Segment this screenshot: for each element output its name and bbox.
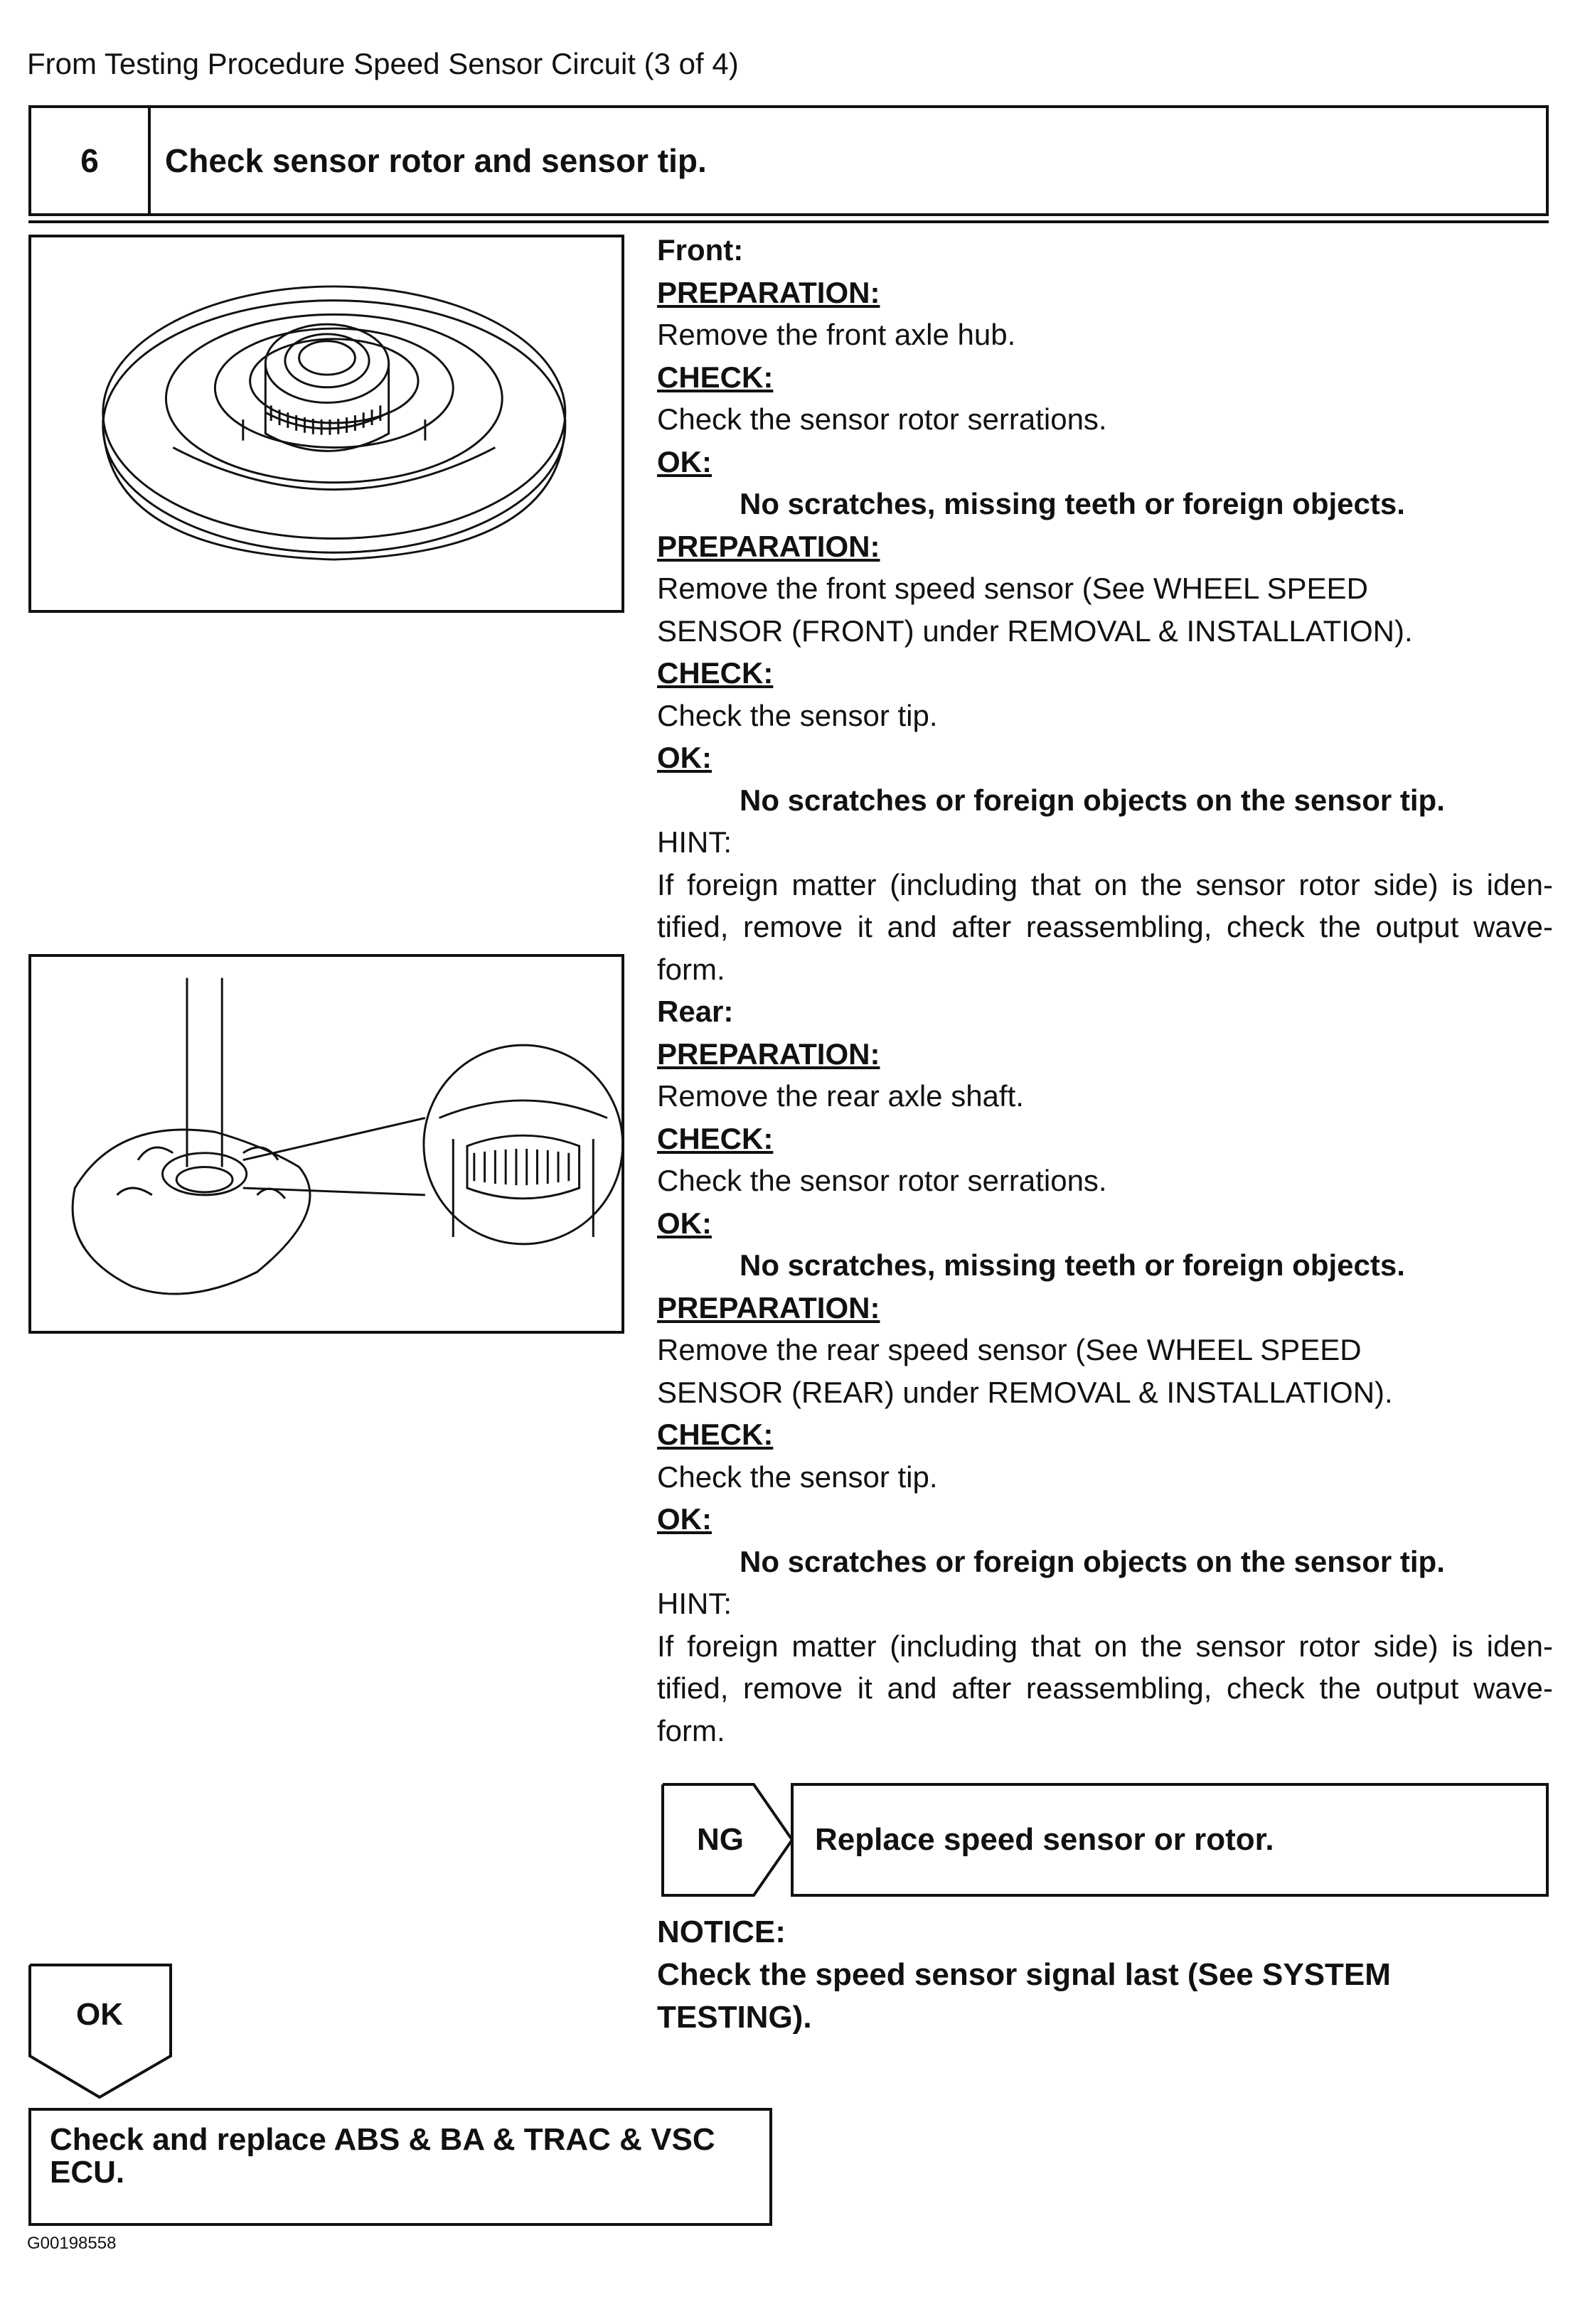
- rear-prep1-text: Remove the rear axle shaft.: [657, 1079, 1024, 1113]
- rear-prep1-label: PREPARATION:: [657, 1037, 880, 1071]
- final-line1: Check and replace ABS & BA & TRAC & VSC: [50, 2122, 715, 2157]
- front-ok1-label: OK:: [657, 444, 712, 478]
- rear-check1-text: Check the sensor rotor serrations.: [657, 1164, 1107, 1197]
- front-check1-text: Check the sensor rotor serrations.: [657, 402, 1107, 436]
- front-check1-label: CHECK:: [657, 360, 774, 394]
- ng-label: NG: [697, 1822, 744, 1857]
- front-heading: Front:: [657, 233, 744, 267]
- rear-hint-line2: tified, remove it and after reassembling, check the output wave-: [657, 1671, 1553, 1705]
- notice-label: NOTICE:: [657, 1915, 786, 1949]
- step-number: 6: [31, 108, 151, 213]
- front-ok2-text: No scratches or foreign objects on the sensor tip.: [740, 783, 1445, 817]
- rear-ok1-label: OK:: [657, 1206, 712, 1240]
- step-header: [28, 105, 1549, 216]
- front-prep2-label: PREPARATION:: [657, 529, 880, 563]
- front-hint-line1: If foreign matter (including that on the sensor rotor side) is iden-: [657, 867, 1553, 901]
- rear-prep2-line1: Remove the rear speed sensor (See WHEEL SPEED: [657, 1333, 1362, 1366]
- front-hint-line3: form.: [657, 952, 725, 986]
- ng-action-box: Replace speed sensor or rotor.: [791, 1783, 1549, 1897]
- rear-hint-line3: form.: [657, 1713, 725, 1747]
- notice-line2: TESTING).: [657, 2000, 812, 2035]
- rear-ok2-text: No scratches or foreign objects on the sensor tip.: [740, 1544, 1445, 1578]
- rear-ok2-label: OK:: [657, 1502, 712, 1536]
- notice-block: [657, 1911, 1553, 2039]
- front-rotor-drawing: [31, 237, 621, 610]
- ng-tab: [661, 1783, 794, 1897]
- rear-rotor-illustration: [28, 954, 624, 1334]
- step-title: Check sensor rotor and sensor tip.: [165, 142, 707, 179]
- page-header: From Testing Procedure Speed Sensor Circuit (3 of 4): [27, 47, 739, 80]
- front-prep2-line2: SENSOR (FRONT) under REMOVAL & INSTALLATION).: [657, 614, 1413, 648]
- final-line2: ECU.: [50, 2155, 125, 2190]
- front-check2-text: Check the sensor tip.: [657, 698, 938, 732]
- front-prep2-line1: Remove the front speed sensor (See WHEEL SPEED: [657, 572, 1368, 605]
- rear-rotor-drawing: [31, 957, 621, 1331]
- front-hint-line2: tified, remove it and after reassembling, check the output wave-: [657, 910, 1553, 943]
- rear-check2-label: CHECK:: [657, 1418, 774, 1451]
- procedure-text: [657, 229, 1553, 1752]
- rear-check2-text: Check the sensor tip.: [657, 1460, 938, 1494]
- rear-prep2-line2: SENSOR (REAR) under REMOVAL & INSTALLATION).: [657, 1375, 1393, 1409]
- rear-ok1-text: No scratches, missing teeth or foreign objects.: [740, 1248, 1405, 1282]
- final-action-box: [28, 2108, 772, 2226]
- front-rotor-illustration: [28, 235, 624, 613]
- front-prep1-text: Remove the front axle hub.: [657, 318, 1016, 351]
- ok-tab: [28, 1964, 175, 2099]
- front-ok2-label: OK:: [657, 741, 712, 774]
- figure-code: G00198558: [27, 2234, 117, 2253]
- rear-hint-line1: If foreign matter (including that on the sensor rotor side) is iden-: [657, 1629, 1553, 1663]
- front-prep1-label: PREPARATION:: [657, 275, 880, 309]
- rear-prep2-label: PREPARATION:: [657, 1290, 880, 1324]
- front-ok1-text: No scratches, missing teeth or foreign objects.: [740, 487, 1405, 520]
- front-hint-label: HINT:: [657, 825, 732, 859]
- front-check2-label: CHECK:: [657, 656, 774, 690]
- rear-heading: Rear:: [657, 995, 734, 1028]
- rear-hint-label: HINT:: [657, 1587, 732, 1620]
- ok-label: OK: [76, 1997, 123, 2032]
- notice-line1: Check the speed sensor signal last (See SYSTEM: [657, 1957, 1391, 1992]
- rear-check1-label: CHECK:: [657, 1121, 774, 1155]
